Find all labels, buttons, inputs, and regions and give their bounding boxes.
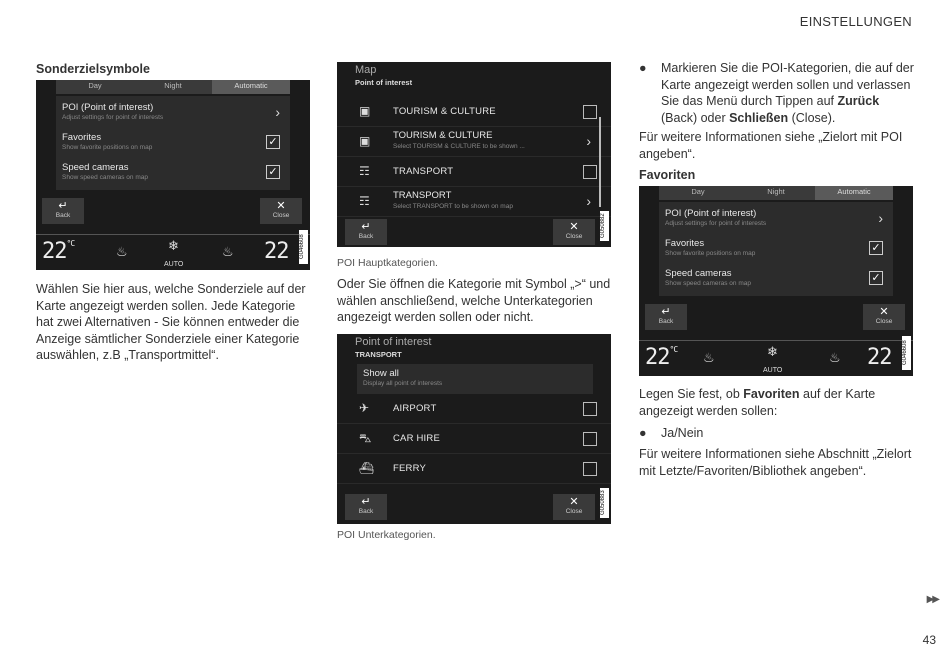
button-bar: [36, 198, 310, 226]
checkbox-checked-icon[interactable]: ✓: [869, 241, 883, 255]
close-icon: ✕: [569, 221, 579, 233]
back-button[interactable]: [645, 304, 687, 330]
checkbox-unchecked-icon[interactable]: [583, 105, 597, 119]
checkbox-checked-icon[interactable]: ✓: [266, 135, 280, 149]
bullet-text-post: (Close).: [788, 110, 836, 125]
airplane-icon: ✈: [359, 401, 370, 415]
temp-right[interactable]: 22: [867, 345, 892, 370]
show-all-label: Show all: [363, 368, 399, 379]
list-item-label: AIRPORT: [393, 403, 437, 414]
screen-title: Point of interest: [355, 336, 432, 348]
list-item-label: TRANSPORT: [393, 166, 454, 177]
list-item-label: TRANSPORT: [393, 190, 452, 201]
bullet-mark-categories: [639, 60, 915, 126]
settings-list: [56, 96, 290, 190]
close-label: Close: [565, 233, 583, 240]
settings-screen-left: [36, 80, 310, 270]
back-arrow-icon: ↵: [661, 306, 671, 318]
checkbox-checked-icon[interactable]: ✓: [869, 271, 883, 285]
camera-icon: ▣: [359, 134, 371, 148]
auto-label: AUTO: [763, 367, 783, 374]
close-button[interactable]: [553, 219, 595, 245]
bullet-dot: ●: [639, 61, 647, 75]
row-title: Speed cameras: [665, 268, 732, 279]
tab-night[interactable]: Night: [164, 81, 182, 90]
row-favorites[interactable]: [56, 128, 290, 158]
list-item[interactable]: [337, 157, 611, 187]
para2-bold: Favoriten: [743, 387, 800, 401]
caption-main-categories: POI Hauptkategorien.: [337, 257, 438, 269]
fan-icon[interactable]: ❄: [168, 238, 179, 253]
bullet-bold-zurueck: Zurück: [837, 94, 880, 108]
list-item[interactable]: [337, 454, 611, 484]
button-bar: [337, 219, 611, 247]
row-title: POI (Point of interest): [62, 102, 154, 113]
screen-subtitle: Point of interest: [355, 78, 413, 87]
row-subtitle: Show speed cameras on map: [665, 280, 751, 287]
back-button[interactable]: [42, 198, 84, 224]
list-item-sub: Select TOURISM & CULTURE to be shown ...: [393, 143, 525, 150]
seat-heat-icon[interactable]: ♨: [116, 244, 128, 259]
button-bar: [337, 494, 611, 522]
para2-post: auf der Karte angezeigt werden sollen:: [639, 387, 876, 418]
row-speed-cameras[interactable]: [56, 158, 290, 188]
bullet-text: Ja/Nein: [661, 426, 704, 440]
row-title: Speed cameras: [62, 162, 129, 173]
tab-bar: [56, 80, 290, 94]
checkbox-unchecked-icon[interactable]: [583, 432, 597, 446]
temp-left-value: 22: [42, 239, 67, 264]
list-item[interactable]: [337, 97, 611, 127]
bullet-dot: ●: [639, 426, 647, 440]
temp-left[interactable]: [42, 239, 74, 264]
close-icon: ✕: [569, 496, 579, 508]
close-label: Close: [272, 212, 290, 219]
close-icon: ✕: [879, 306, 889, 318]
train-icon: ☶: [359, 164, 370, 178]
para2-pre: Legen Sie fest, ob: [639, 387, 744, 401]
seat-heat-icon[interactable]: ♨: [703, 350, 715, 365]
temp-right[interactable]: 22: [264, 239, 289, 264]
list-item-label: CAR HIRE: [393, 433, 440, 444]
scrollbar[interactable]: [599, 117, 601, 207]
close-label: Close: [565, 508, 583, 515]
right-paragraph-2: [639, 386, 915, 419]
bullet-text: [639, 60, 915, 126]
button-bar: [639, 304, 913, 332]
image-id: G046608: [299, 230, 308, 264]
row-subtitle: Show favorite positions on map: [62, 144, 153, 151]
back-label: Back: [658, 318, 674, 325]
back-arrow-icon: ↵: [58, 200, 68, 212]
heading-sonderzielsymbole: Sonderzielsymbole: [36, 62, 150, 76]
checkbox-unchecked-icon[interactable]: [583, 165, 597, 179]
checkbox-unchecked-icon[interactable]: [583, 462, 597, 476]
car-hire-icon: ⛍: [359, 431, 372, 445]
settings-list: [659, 202, 893, 296]
close-button[interactable]: [260, 198, 302, 224]
screen-subtitle: TRANSPORT: [355, 350, 402, 359]
row-subtitle: Show favorite positions on map: [665, 250, 756, 257]
row-poi[interactable]: [659, 204, 893, 234]
list-item-sub: Select TRANSPORT to be shown on map: [393, 203, 513, 210]
screen-title: Map: [355, 64, 377, 76]
image-id: G050883: [600, 488, 609, 518]
seat-heat-right-icon[interactable]: ♨: [222, 244, 234, 259]
row-title: Favorites: [665, 238, 705, 249]
back-arrow-icon: ↵: [361, 221, 371, 233]
back-label: Back: [358, 508, 374, 515]
tab-day[interactable]: Day: [691, 187, 705, 196]
list-item[interactable]: [337, 424, 611, 454]
temp-unit: °C: [669, 345, 678, 354]
page-number: 43: [922, 633, 936, 647]
auto-label: AUTO: [164, 261, 184, 268]
left-paragraph: Wählen Sie hier aus, welche Sonderziele auf der Karte angezeigt werden sollen. Jede Kategorie hat zwei Alternativen - Sie können entweder die Anzeige sämtlicher Sonderziele einer Kategorie auswählen, z.B „Transportmittel“.: [36, 282, 306, 362]
back-button[interactable]: [345, 494, 387, 520]
back-button[interactable]: [345, 219, 387, 245]
chevron-right-icon: ›: [275, 104, 280, 120]
checkbox-checked-icon[interactable]: ✓: [266, 165, 280, 179]
climate-bar: [36, 234, 310, 270]
row-title: Favorites: [62, 132, 102, 143]
poi-main-categories-screen: [337, 62, 611, 247]
list-item-label: FERRY: [393, 463, 427, 474]
chevron-right-icon: ›: [586, 133, 591, 149]
list-item[interactable]: [337, 394, 611, 424]
temp-unit: °C: [66, 239, 75, 248]
tab-night[interactable]: Night: [767, 187, 785, 196]
camera-icon: ▣: [359, 104, 371, 118]
right-paragraph-3: Für weitere Informationen siehe Abschnitt „Zielort mit Letzte/Favoriten/Bibliothek angeben“.: [639, 447, 912, 478]
right-paragraph-1: Für weitere Informationen siehe „Zielort mit POI angeben“.: [639, 130, 903, 161]
settings-screen-right: [639, 186, 913, 376]
chevron-right-icon: ›: [586, 193, 591, 209]
caption-subcategories: POI Unterkategorien.: [337, 529, 436, 541]
row-subtitle: Adjust settings for point of interests: [665, 220, 767, 227]
seat-heat-right-icon[interactable]: ♨: [829, 350, 841, 365]
close-button[interactable]: [863, 304, 905, 330]
image-id: G046608: [902, 336, 911, 370]
checkbox-unchecked-icon[interactable]: [583, 402, 597, 416]
bullet-bold-schliessen: Schließen: [729, 110, 789, 125]
tab-bar: [659, 186, 893, 200]
list-item[interactable]: [337, 127, 611, 157]
heading-favoriten: Favoriten: [639, 168, 696, 182]
row-subtitle: Show speed cameras on map: [62, 174, 148, 181]
image-id: G050882: [600, 211, 609, 241]
row-speed-cameras[interactable]: [659, 264, 893, 294]
temp-left[interactable]: [645, 345, 677, 370]
row-subtitle: Adjust settings for point of interests: [62, 114, 164, 121]
close-icon: ✕: [276, 200, 286, 212]
row-title: POI (Point of interest): [665, 208, 757, 219]
bullet-text-mid: (Back) oder: [661, 110, 730, 125]
list-item-label: TOURISM & CULTURE: [393, 130, 493, 141]
row-poi[interactable]: [56, 98, 290, 128]
list-item[interactable]: [337, 187, 611, 217]
train-icon: ☶: [359, 194, 370, 208]
close-button[interactable]: [553, 494, 595, 520]
back-label: Back: [358, 233, 374, 240]
temp-left-value: 22: [645, 345, 670, 370]
next-page-icon[interactable]: ▶▶: [926, 594, 938, 605]
poi-subcategories-screen: [337, 334, 611, 524]
close-label: Close: [875, 318, 893, 325]
tab-automatic[interactable]: Automatic: [815, 186, 893, 200]
row-favorites[interactable]: [659, 234, 893, 264]
bullet-text-pre: Markieren Sie die POI-Kategorien, die auf der Karte angezeigt werden sollen und verlassen Sie das Menü durch Tippen auf: [661, 61, 914, 108]
climate-bar: [639, 340, 913, 376]
section-header: EINSTELLUNGEN: [799, 14, 912, 29]
fan-icon[interactable]: ❄: [767, 344, 778, 359]
chevron-right-icon: ›: [878, 210, 883, 226]
bullet-ja-nein: [639, 425, 915, 442]
middle-paragraph: Oder Sie öffnen die Kategorie mit Symbol „>“ und wählen anschließend, welche Unterkategorien angezeigt werden sollen oder nicht.: [337, 277, 611, 324]
back-arrow-icon: ↵: [361, 496, 371, 508]
ferry-icon: ⛴: [359, 461, 375, 475]
list-item-label: TOURISM & CULTURE: [393, 106, 496, 117]
back-label: Back: [55, 212, 71, 219]
show-all-row[interactable]: [357, 364, 593, 394]
tab-day[interactable]: Day: [88, 81, 102, 90]
tab-automatic[interactable]: Automatic: [212, 80, 290, 94]
show-all-sub: Display all point of interests: [363, 380, 443, 387]
